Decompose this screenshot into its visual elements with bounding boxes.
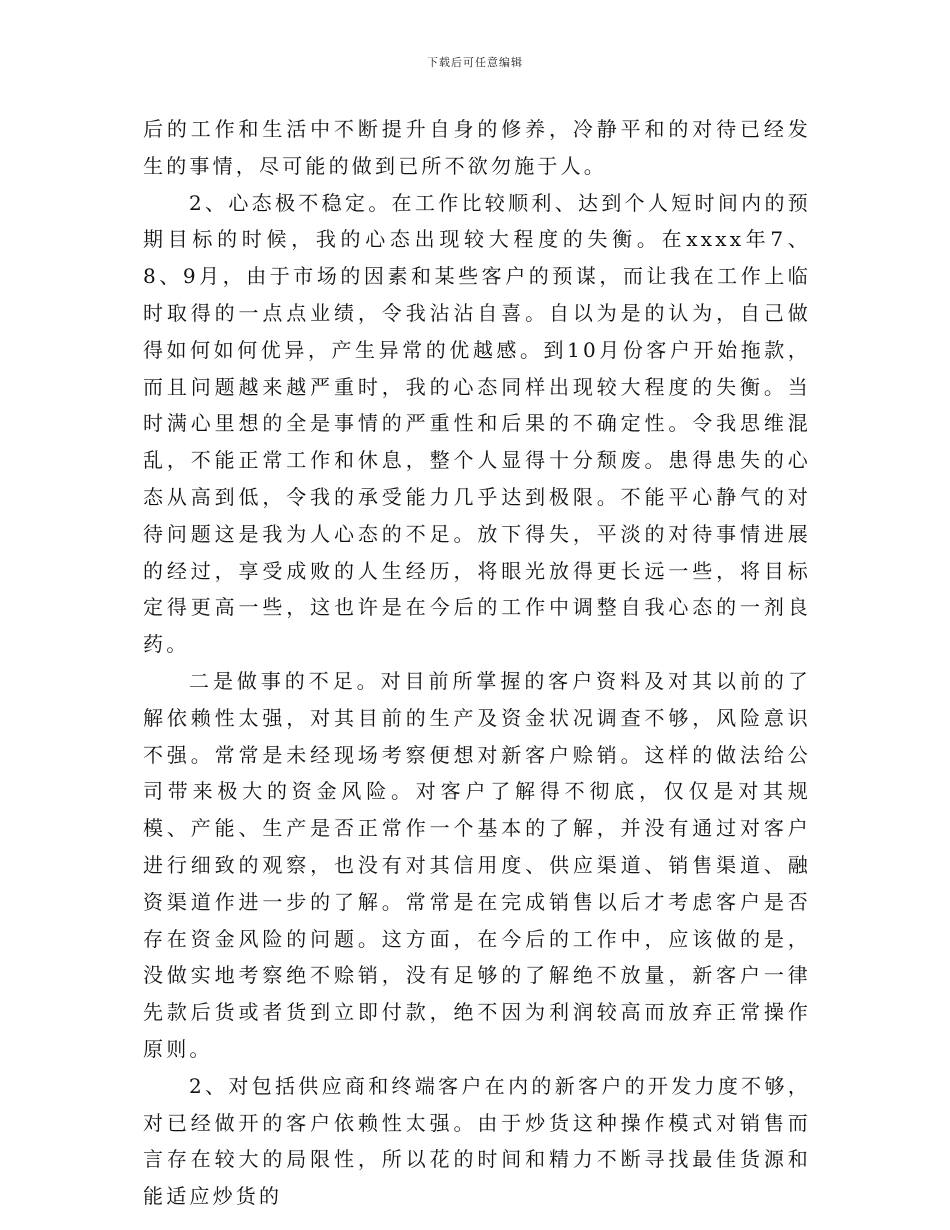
paragraph-1: 后的工作和生活中不断提升自身的修养，冷静平和的对待已经发生的事情，尽可能的做到已所不欲勿施于人。	[143, 117, 811, 178]
paragraph-2: 2、心态极不稳定。在工作比较顺利、达到个人短时间内的预期目标的时候，我的心态出现较大程度的失衡。在xxxx年7、8、9月，由于市场的因素和某些客户的预谋，而让我在工作上临时取得的一点点业绩，令我沾沾自喜。自以为是的认为，自己做得如何如何优异，产生异常的优越感。到10月份客户开始拖款，而且问题越来越严重时，我的心态同样出现较大程度的失衡。当时满心里想的全是事情的严重性和后果的不确定性。令我思维混乱，不能正常工作和休息，整个人显得十分颓废。患得患失的心态从高到低，令我的承受能力几乎达到极限。不能平心静气的对待问题这是我为人心态的不足。放下得失，平淡的对待事情进展的经过，享受成败的人生经历，将眼光放得更长远一些，将目标定得更高一些，这也许是在今后的工作中调整自我心态的一剂良药。	[143, 190, 811, 657]
document-body	[143, 111, 811, 1215]
paragraph-4: 2、对包括供应商和终端客户在内的新客户的开发力度不够，对已经做开的客户依赖性太强。由于炒货这种操作模式对销售而言存在较大的局限性，所以花的时间和精力不断寻找最佳货源和能适应炒货的	[143, 1073, 811, 1209]
page-header: 下载后可任意编辑	[427, 56, 523, 69]
paragraph-3: 二是做事的不足。对目前所掌握的客户资料及对其以前的了解依赖性太强，对其目前的生产及资金状况调查不够，风险意识不强。常常是未经现场考察便想对新客户赊销。这样的做法给公司带来极大的资金风险。对客户了解得不彻底，仅仅是对其规模、产能、生产是否正常作一个基本的了解，并没有通过对客户进行细致的观察，也没有对其信用度、供应渠道、销售渠道、融资渠道作进一步的了解。常常是在完成销售以后才考虑客户是否存在资金风险的问题。这方面，在今后的工作中，应该做的是，没做实地考察绝不赊销，没有足够的了解绝不放量，新客户一律先款后货或者货到立即付款，绝不因为利润较高而放弃正常操作原则。	[143, 668, 811, 1061]
